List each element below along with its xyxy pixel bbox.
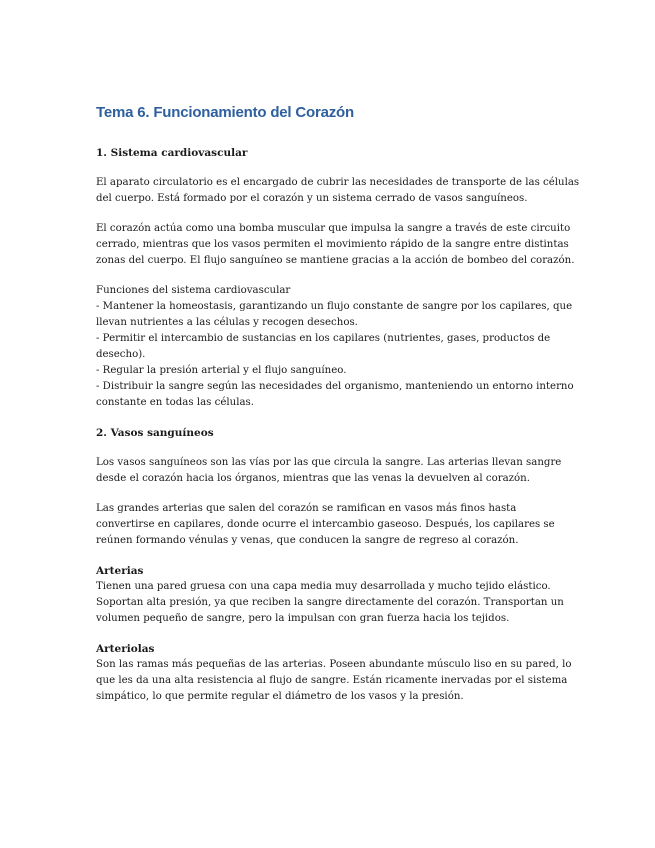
text-line: del cuerpo. Está formado por el corazón y un sistema cerrado de vasos sanguíneos. [96, 193, 528, 204]
paragraph-bomba-muscular [96, 221, 575, 269]
section-heading-cardiovascular: 1. Sistema cardiovascular [96, 147, 248, 159]
function-item: - Permitir el intercambio de sustancias en los capilares (nutrientes, gases, productos de [96, 333, 551, 344]
arteriolas-block [96, 641, 572, 705]
text-line: desde el corazón hacia los órganos, mientras que las venas la devuelven al corazón. [96, 473, 530, 484]
function-item: desecho). [96, 349, 146, 360]
text-line: Tienen una pared gruesa con una capa media muy desarrollada y mucho tejido elástico. [96, 581, 551, 592]
functions-list [96, 283, 574, 411]
text-line: Soportan alta presión, ya que reciben la sangre directamente del corazón. Transportan un [96, 597, 564, 608]
text-line: Son las ramas más pequeñas de las arterias. Poseen abundante músculo liso en su pared, lo [96, 659, 572, 670]
section-heading-vasos: 2. Vasos sanguíneos [96, 427, 214, 439]
function-item: llevan nutrientes a las células y recogen desechos. [96, 317, 358, 328]
text-line: simpático, lo que permite regular el diámetro de los vasos y la presión. [96, 691, 464, 702]
text-line: reúnen formando vénulas y venas, que conducen la sangre de regreso al corazón. [96, 535, 519, 546]
paragraph-aparato-circulatorio [96, 175, 580, 207]
paragraph-grandes-arterias [96, 501, 564, 549]
paragraph-vasos-sanguineos [96, 455, 564, 487]
text-line: Las grandes arterias que salen del corazón se ramifican en vasos más finos hasta [96, 503, 517, 514]
text-line: zonas del cuerpo. El flujo sanguíneo se mantiene gracias a la acción de bombeo del corazón. [96, 255, 575, 266]
arterias-block [96, 563, 564, 627]
function-item: constante en todas las células. [96, 397, 254, 408]
arterias-heading: Arterias [96, 565, 144, 577]
function-item: - Distribuir la sangre según las necesidades del organismo, manteniendo un entorno interno [96, 381, 574, 392]
text-line: convertirse en capilares, donde ocurre el intercambio gaseoso. Después, los capilares se [96, 519, 555, 530]
text-line: que les da una alta resistencia al flujo de sangre. Están ricamente inervadas por el sistema [96, 675, 568, 686]
functions-title: Funciones del sistema cardiovascular [96, 285, 291, 296]
arteriolas-heading: Arteriolas [96, 643, 155, 655]
function-item: - Regular la presión arterial y el flujo sanguíneo. [96, 365, 347, 376]
text-line: Los vasos sanguíneos son las vías por las que circula la sangre. Las arterias llevan sangre [96, 457, 562, 468]
document-page [96, 103, 580, 719]
text-line: El aparato circulatorio es el encargado de cubrir las necesidades de transporte de las células [96, 177, 580, 188]
page-title: Tema 6. Funcionamiento del Corazón [96, 104, 354, 121]
text-line: cerrado, mientras que los vasos permiten el movimiento rápido de la sangre entre distintas [96, 239, 569, 250]
function-item: - Mantener la homeostasis, garantizando un flujo constante de sangre por los capilares, que [96, 301, 573, 312]
text-line: El corazón actúa como una bomba muscular que impulsa la sangre a través de este circuito [96, 223, 571, 234]
text-line: volumen pequeño de sangre, pero la impulsan con gran fuerza hacia los tejidos. [96, 613, 510, 624]
